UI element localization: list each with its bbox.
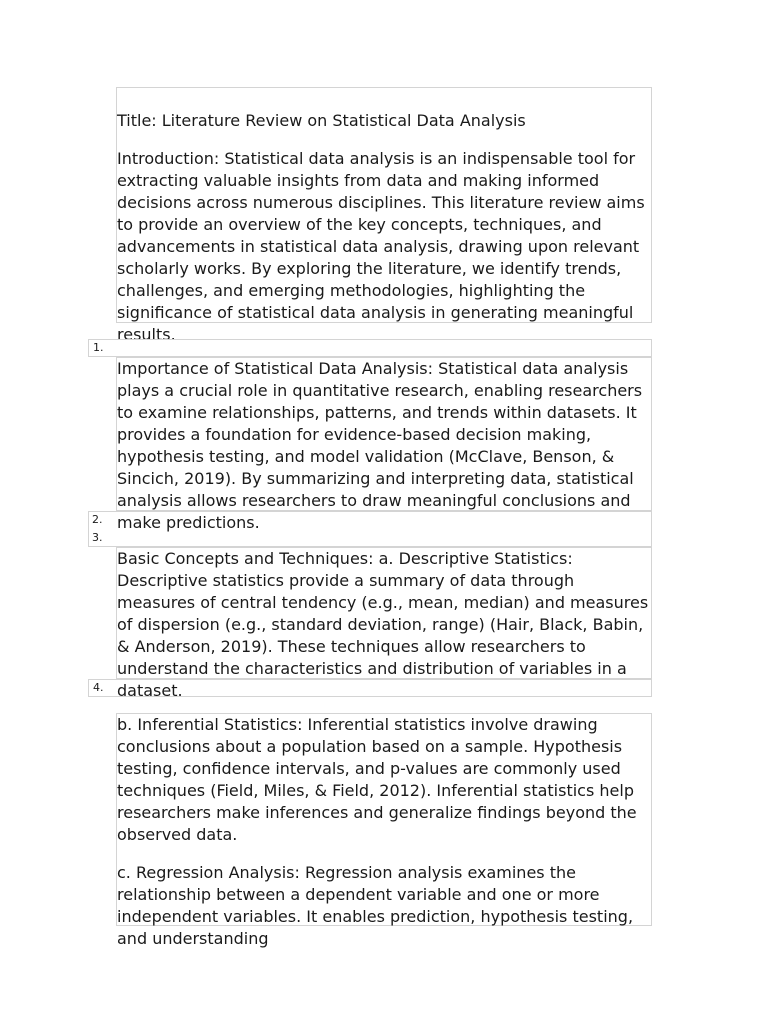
document-title: Title: Literature Review on Statistical Data Analysis: [117, 111, 526, 130]
list-number-2-row: [88, 511, 652, 547]
intro-block: [116, 87, 652, 344]
inferential-regression-block: [116, 713, 652, 948]
list-number-4: 4.: [88, 679, 652, 697]
introduction-paragraph: Introduction: Statistical data analysis is an indispensable tool for extracting valuable insights from data and making informed decisions across numerous disciplines. This literature review aims to provide an overview of the key concepts, techniques, and advancements in statistical data analysis, drawing upon relevant scholarly works. By exploring the literature, we identify trends, challenges, and emerging methodologies, highlighting the significance of statistical data analysis in generating meaningful results.: [117, 149, 645, 344]
list-number-2: 2.: [92, 513, 103, 526]
list-number-3: 3.: [92, 531, 103, 544]
regression-paragraph: c. Regression Analysis: Regression analysis examines the relationship between a dependent variable and one or more independent variables. It enables prediction, hypothesis testing, and understanding: [117, 863, 634, 948]
inferential-paragraph: b. Inferential Statistics: Inferential statistics involve drawing conclusions about a population based on a sample. Hypothesis testing, confidence intervals, and p-values are commonly used techniques (Field, Miles, & Field, 2012). Inferential statistics help researchers make inferences and generalize findings beyond the observed data.: [117, 715, 637, 844]
list-number-1: 1.: [88, 339, 652, 357]
importance-block: [116, 357, 652, 532]
basic-concepts-block: [116, 547, 652, 700]
importance-paragraph: Importance of Statistical Data Analysis: Statistical data analysis plays a crucial role in quantitative research, enabling researchers to examine relationships, patterns, and trends within datasets. It provides a foundation for evidence-based decision making, hypothesis testing, and model validation (McClave, Benson, & Sincich, 2019). By summarizing and interpreting data, statistical analysis allows researchers to draw meaningful conclusions and make predictions.: [117, 359, 643, 532]
basic-concepts-paragraph: Basic Concepts and Techniques: a. Descriptive Statistics: Descriptive statistics provide a summary of data through measures of central tendency (e.g., mean, median) and measures of dispersion (e.g., standard deviation, range) (Hair, Black, Babin, & Anderson, 2019). These techniques allow researchers to understand the characteristics and distribution of variables in a dataset.: [117, 549, 649, 700]
